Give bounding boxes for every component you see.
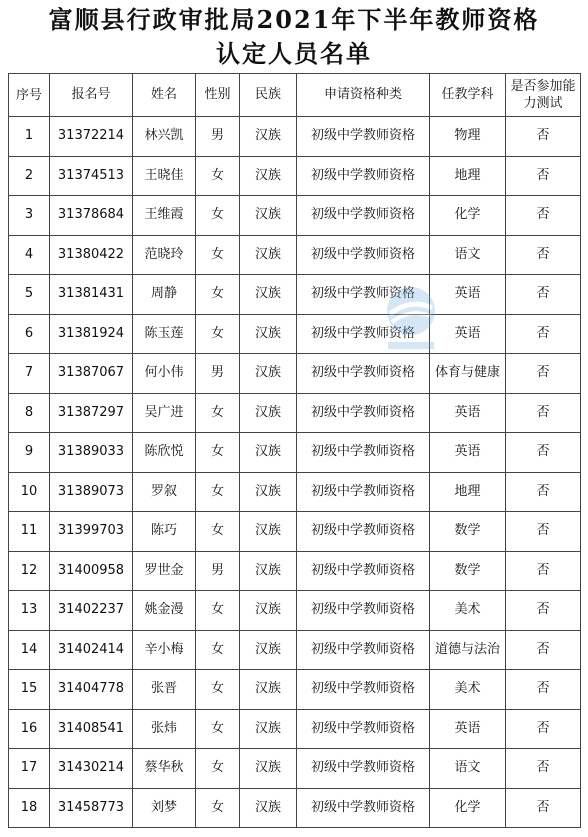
cell-name: 王维霞 [133, 196, 196, 236]
cell-qual: 初级中学教师资格 [297, 117, 430, 157]
cell-qual: 初级中学教师资格 [297, 314, 430, 354]
table-row [9, 630, 581, 670]
cell-gender: 女 [196, 788, 240, 828]
cell-test: 否 [506, 354, 581, 394]
cell-subject: 化学 [430, 788, 506, 828]
cell-name: 陈巧 [133, 512, 196, 552]
table-row [9, 670, 581, 710]
cell-reg: 31458773 [50, 788, 133, 828]
cell-reg: 31387297 [50, 393, 133, 433]
table-row [9, 275, 581, 315]
cell-reg: 31399703 [50, 512, 133, 552]
cell-ethnic: 汉族 [240, 433, 297, 473]
cell-seq: 6 [9, 314, 50, 354]
cell-name: 张炜 [133, 709, 196, 749]
cell-reg: 31380422 [50, 235, 133, 275]
cell-name: 何小伟 [133, 354, 196, 394]
cell-ethnic: 汉族 [240, 117, 297, 157]
cell-test: 否 [506, 551, 581, 591]
cell-qual: 初级中学教师资格 [297, 156, 430, 196]
cell-seq: 4 [9, 235, 50, 275]
cell-subject: 英语 [430, 433, 506, 473]
cell-test: 否 [506, 314, 581, 354]
table-row [9, 472, 581, 512]
cell-ethnic: 汉族 [240, 591, 297, 631]
cell-subject: 数学 [430, 512, 506, 552]
cell-qual: 初级中学教师资格 [297, 275, 430, 315]
cell-reg: 31402237 [50, 591, 133, 631]
table-row [9, 393, 581, 433]
cell-reg: 31389073 [50, 472, 133, 512]
cell-seq: 14 [9, 630, 50, 670]
cell-test: 否 [506, 749, 581, 789]
page-title [0, 4, 588, 72]
cell-qual: 初级中学教师资格 [297, 630, 430, 670]
cell-seq: 10 [9, 472, 50, 512]
cell-test: 否 [506, 433, 581, 473]
table-row [9, 788, 581, 828]
cell-subject: 地理 [430, 156, 506, 196]
cell-name: 陈玉莲 [133, 314, 196, 354]
cell-test: 否 [506, 156, 581, 196]
cell-subject: 语文 [430, 235, 506, 275]
cell-gender: 女 [196, 156, 240, 196]
cell-name: 王晓佳 [133, 156, 196, 196]
cell-ethnic: 汉族 [240, 156, 297, 196]
cell-gender: 女 [196, 196, 240, 236]
cell-qual: 初级中学教师资格 [297, 709, 430, 749]
header-subject: 任教学科 [430, 74, 506, 117]
cell-name: 林兴凯 [133, 117, 196, 157]
cell-name: 陈欣悦 [133, 433, 196, 473]
table-row [9, 235, 581, 275]
cell-gender: 女 [196, 749, 240, 789]
cell-test: 否 [506, 117, 581, 157]
cell-seq: 18 [9, 788, 50, 828]
cell-seq: 7 [9, 354, 50, 394]
cell-test: 否 [506, 709, 581, 749]
cell-reg: 31402414 [50, 630, 133, 670]
cell-test: 否 [506, 196, 581, 236]
cell-test: 否 [506, 670, 581, 710]
table-row [9, 196, 581, 236]
cell-seq: 5 [9, 275, 50, 315]
cell-qual: 初级中学教师资格 [297, 196, 430, 236]
cell-reg: 31387067 [50, 354, 133, 394]
header-qual: 申请资格种类 [297, 74, 430, 117]
cell-gender: 女 [196, 393, 240, 433]
cell-gender: 女 [196, 314, 240, 354]
cell-ethnic: 汉族 [240, 354, 297, 394]
cell-ethnic: 汉族 [240, 196, 297, 236]
cell-test: 否 [506, 235, 581, 275]
cell-gender: 女 [196, 630, 240, 670]
table-row [9, 433, 581, 473]
cell-reg: 31430214 [50, 749, 133, 789]
table-row [9, 709, 581, 749]
cell-gender: 男 [196, 551, 240, 591]
cell-ethnic: 汉族 [240, 670, 297, 710]
cell-gender: 女 [196, 670, 240, 710]
cell-name: 罗世金 [133, 551, 196, 591]
cell-qual: 初级中学教师资格 [297, 235, 430, 275]
cell-subject: 体育与健康 [430, 354, 506, 394]
cell-qual: 初级中学教师资格 [297, 670, 430, 710]
cell-ethnic: 汉族 [240, 630, 297, 670]
cell-qual: 初级中学教师资格 [297, 354, 430, 394]
cell-name: 周静 [133, 275, 196, 315]
cell-test: 否 [506, 472, 581, 512]
cell-name: 张晋 [133, 670, 196, 710]
cell-reg: 31374513 [50, 156, 133, 196]
cell-qual: 初级中学教师资格 [297, 749, 430, 789]
cell-seq: 16 [9, 709, 50, 749]
cell-gender: 男 [196, 354, 240, 394]
title-line-1: 富顺县行政审批局2021年下半年教师资格 [48, 5, 540, 34]
cell-test: 否 [506, 393, 581, 433]
cell-seq: 9 [9, 433, 50, 473]
cell-qual: 初级中学教师资格 [297, 472, 430, 512]
table-row [9, 314, 581, 354]
cell-qual: 初级中学教师资格 [297, 512, 430, 552]
table-row [9, 551, 581, 591]
watermark-logo-icon [384, 284, 438, 354]
cell-subject: 化学 [430, 196, 506, 236]
cell-reg: 31381924 [50, 314, 133, 354]
cell-ethnic: 汉族 [240, 235, 297, 275]
cell-test: 否 [506, 512, 581, 552]
cell-seq: 17 [9, 749, 50, 789]
header-name: 姓名 [133, 74, 196, 117]
table-row [9, 117, 581, 157]
cell-reg: 31408541 [50, 709, 133, 749]
header-seq: 序号 [9, 74, 50, 117]
cell-subject: 英语 [430, 275, 506, 315]
cell-subject: 语文 [430, 749, 506, 789]
cell-ethnic: 汉族 [240, 749, 297, 789]
cell-reg: 31389033 [50, 433, 133, 473]
cell-gender: 女 [196, 512, 240, 552]
title-line-2: 认定人员名单 [216, 39, 372, 68]
table-header-row [9, 74, 581, 117]
cell-ethnic: 汉族 [240, 788, 297, 828]
cell-seq: 8 [9, 393, 50, 433]
cell-qual: 初级中学教师资格 [297, 393, 430, 433]
cell-subject: 英语 [430, 393, 506, 433]
cell-subject: 物理 [430, 117, 506, 157]
cell-seq: 3 [9, 196, 50, 236]
cell-test: 否 [506, 630, 581, 670]
cell-qual: 初级中学教师资格 [297, 551, 430, 591]
cell-test: 否 [506, 275, 581, 315]
header-reg: 报名号 [50, 74, 133, 117]
cell-subject: 道德与法治 [430, 630, 506, 670]
cell-gender: 女 [196, 472, 240, 512]
cell-ethnic: 汉族 [240, 393, 297, 433]
cell-seq: 11 [9, 512, 50, 552]
cell-gender: 女 [196, 433, 240, 473]
cell-subject: 美术 [430, 670, 506, 710]
cell-gender: 男 [196, 117, 240, 157]
table-row [9, 354, 581, 394]
header-ethnic: 民族 [240, 74, 297, 117]
cell-subject: 数学 [430, 551, 506, 591]
table-row [9, 749, 581, 789]
cell-seq: 13 [9, 591, 50, 631]
cell-name: 蔡华秋 [133, 749, 196, 789]
cell-gender: 女 [196, 235, 240, 275]
cell-reg: 31378684 [50, 196, 133, 236]
cell-test: 否 [506, 591, 581, 631]
cell-subject: 英语 [430, 709, 506, 749]
cell-ethnic: 汉族 [240, 314, 297, 354]
table-row [9, 512, 581, 552]
cell-qual: 初级中学教师资格 [297, 433, 430, 473]
header-test: 是否参加能力测试 [506, 74, 581, 117]
cell-subject: 英语 [430, 314, 506, 354]
cell-subject: 美术 [430, 591, 506, 631]
cell-ethnic: 汉族 [240, 709, 297, 749]
cell-name: 范晓玲 [133, 235, 196, 275]
cell-gender: 女 [196, 275, 240, 315]
cell-reg: 31372214 [50, 117, 133, 157]
cell-ethnic: 汉族 [240, 472, 297, 512]
cell-name: 罗叙 [133, 472, 196, 512]
cell-reg: 31404778 [50, 670, 133, 710]
cell-qual: 初级中学教师资格 [297, 591, 430, 631]
cell-seq: 12 [9, 551, 50, 591]
header-gender: 性别 [196, 74, 240, 117]
cell-subject: 地理 [430, 472, 506, 512]
cell-ethnic: 汉族 [240, 551, 297, 591]
cell-seq: 1 [9, 117, 50, 157]
cell-seq: 2 [9, 156, 50, 196]
cell-seq: 15 [9, 670, 50, 710]
cell-gender: 女 [196, 709, 240, 749]
table-row [9, 156, 581, 196]
cell-name: 辛小梅 [133, 630, 196, 670]
cell-ethnic: 汉族 [240, 512, 297, 552]
cell-reg: 31381431 [50, 275, 133, 315]
cell-reg: 31400958 [50, 551, 133, 591]
roster-table [8, 73, 581, 828]
cell-name: 刘梦 [133, 788, 196, 828]
cell-ethnic: 汉族 [240, 275, 297, 315]
cell-qual: 初级中学教师资格 [297, 788, 430, 828]
table-row [9, 591, 581, 631]
cell-test: 否 [506, 788, 581, 828]
cell-name: 吴广进 [133, 393, 196, 433]
cell-name: 姚金漫 [133, 591, 196, 631]
cell-gender: 女 [196, 591, 240, 631]
